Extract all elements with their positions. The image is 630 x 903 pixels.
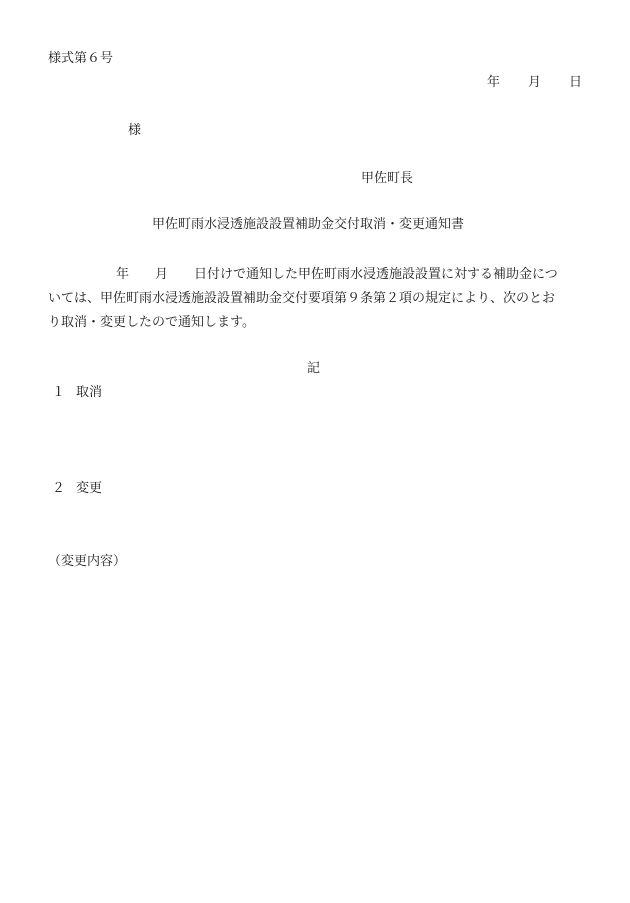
issuer-name: 甲佐町長	[361, 171, 414, 186]
item-number: ２	[52, 481, 66, 496]
item-change	[52, 480, 102, 498]
form-number: 様式第６号	[48, 51, 114, 66]
body-month-label: 月	[155, 267, 169, 282]
item-number: １	[52, 385, 66, 400]
document-title: 甲佐町雨水浸透施設設置補助金交付取消・変更通知書	[152, 217, 465, 232]
body-line-1	[48, 263, 582, 287]
item-label: 変更	[76, 481, 103, 496]
body-line-2: いては、甲佐町雨水浸透施設設置補助金交付要項第９条第２項の規定により、次のとお	[48, 291, 556, 306]
addressee-suffix: 様	[128, 123, 142, 138]
date-year-label: 年	[486, 75, 500, 90]
date-day-label: 日	[568, 75, 582, 90]
body-line-3: り取消・変更したので通知します。	[48, 315, 255, 330]
date-month-label: 月	[527, 75, 541, 90]
ki-heading: 記	[307, 361, 321, 376]
date-line	[487, 74, 582, 92]
change-detail-label: （変更内容）	[48, 554, 127, 569]
item-cancellation	[52, 384, 102, 402]
body-line-1-rest: 日付けで通知した甲佐町雨水浸透施設設置に対する補助金につ	[194, 267, 558, 282]
item-label: 取消	[76, 385, 103, 400]
body-paragraph	[48, 263, 582, 335]
body-year-label: 年	[116, 267, 130, 282]
